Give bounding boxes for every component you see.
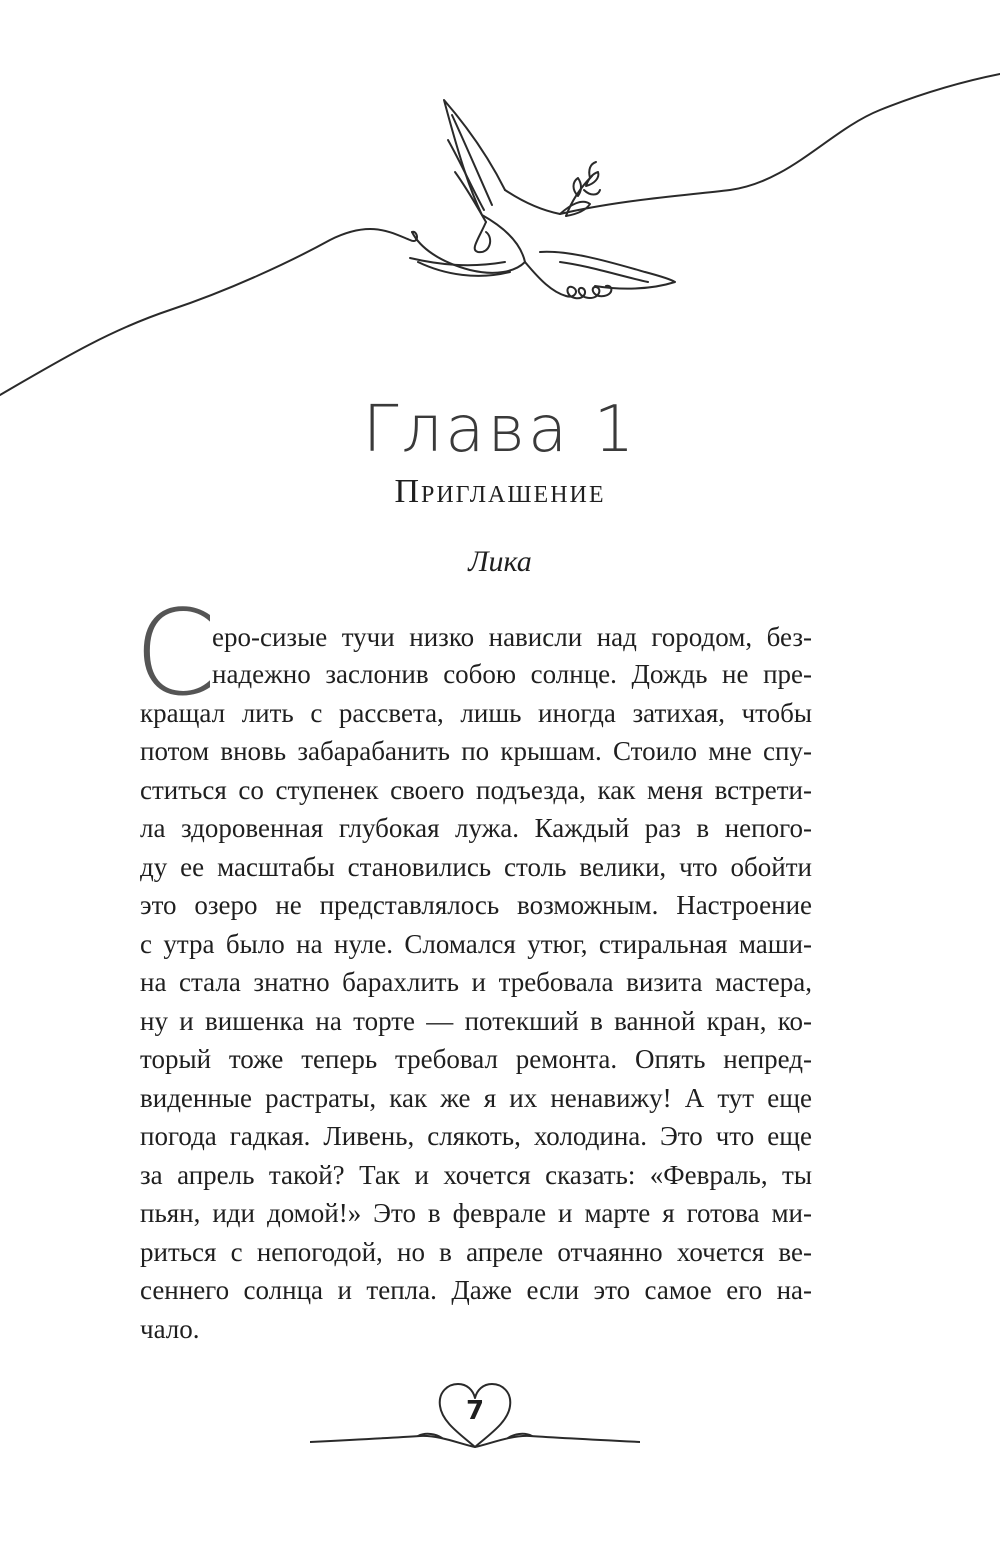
body-line: надежно заслонив собою солнце. Дождь не пре- (212, 659, 812, 689)
page-number: 7 (465, 1396, 485, 1426)
body-line: на стала знатно барахлить и требовала визита мастера, (140, 967, 812, 997)
body-line: кращал лить с рассвета, лишь иногда затихая, чтобы (140, 698, 812, 728)
body-line: это озеро не представлялось возможным. Настроение (140, 890, 812, 920)
body-line: виденные растраты, как же я их ненавижу! А тут еще (140, 1083, 812, 1113)
body-line: пьян, иди домой!» Это в феврале и марте я готова ми- (140, 1198, 812, 1228)
drop-cap: С (134, 584, 217, 722)
chapter-subtitle: Приглашение (394, 473, 606, 510)
body-line: потом вновь забарабанить по крышам. Стоило мне спу- (140, 736, 812, 766)
body-line: сеннего солнца и тепла. Даже если это самое его на- (140, 1275, 812, 1305)
body-line: чало. (140, 1314, 200, 1344)
chapter-title: Глава 1 (362, 393, 638, 467)
body-line: ну и вишенка на торте — потекший в ванной кран, ко- (140, 1006, 812, 1036)
body-line: риться с непогодой, но в апреле отчаянно хочется ве- (140, 1237, 812, 1267)
body-line: с утра было на нуле. Сломался утюг, стиральная маши- (140, 929, 812, 959)
body-line: ститься со ступенек своего подъезда, как меня встрети- (140, 775, 812, 805)
narrator-name: Лика (468, 545, 532, 578)
body-line: за апрель такой? Так и хочется сказать: «Февраль, ты (140, 1160, 812, 1190)
body-line: ла здоровенная глубокая лужа. Каждый раз в непого- (140, 813, 812, 843)
body-line: еро-сизые тучи низко нависли над городом, без- (212, 622, 812, 652)
body-line: ду ее масштабы становились столь велики, что обойти (140, 852, 812, 882)
body-line: погода гадкая. Ливень, слякоть, холодина. Это что еще (140, 1121, 812, 1151)
dove-line-art-icon (0, 0, 1000, 420)
body-line: торый тоже теперь требовал ремонта. Опять непред- (140, 1044, 812, 1074)
